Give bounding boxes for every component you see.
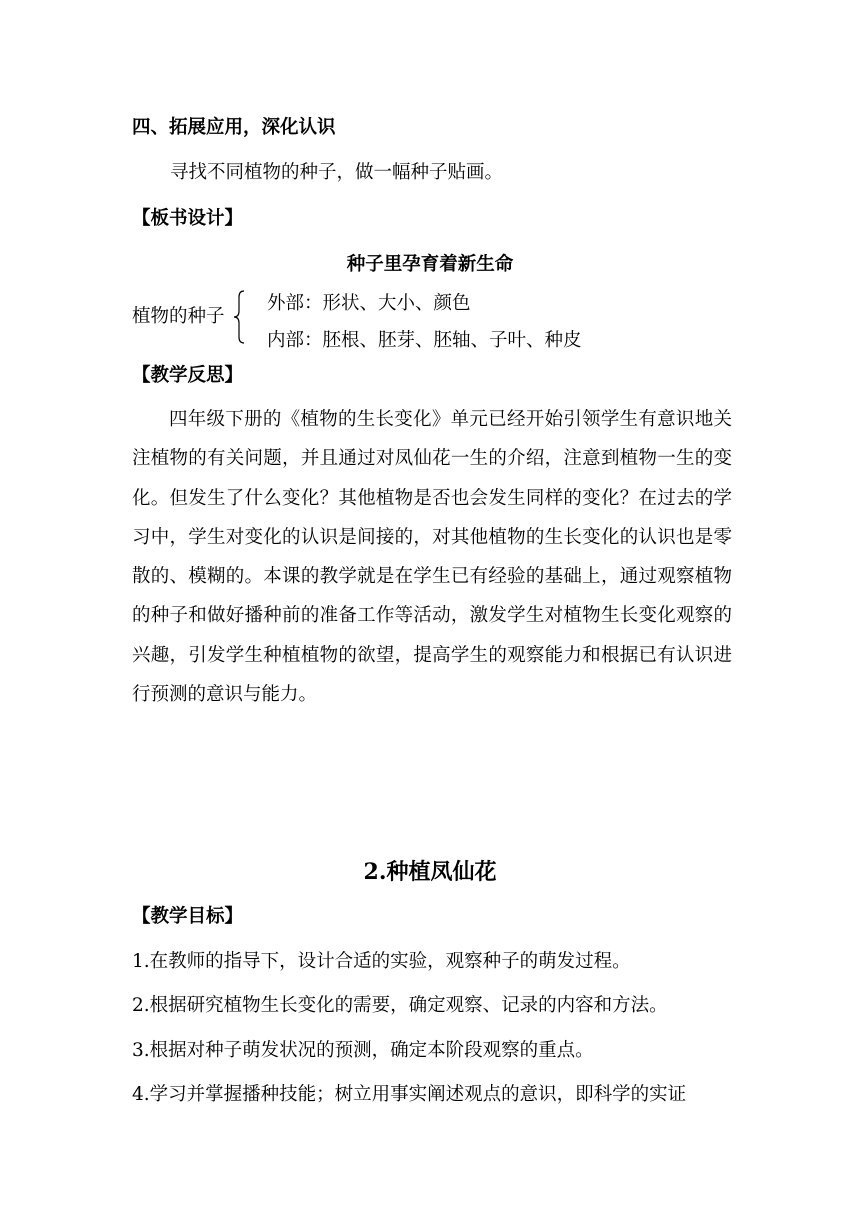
objective-item: 4.学习并掌握播种技能；树立用事实阐述观点的意识，即科学的实证: [132, 1084, 687, 1105]
objective-item: 2.根据研究植物生长变化的需要，确定观察、记录的内容和方法。: [132, 995, 668, 1016]
reflection-heading: 【教学反思】: [132, 365, 244, 386]
objective-item: 1.在教师的指导下，设计合适的实验，观察种子的萌发过程。: [132, 951, 631, 972]
objective-item: 3.根据对种子萌发状况的预测，确定本阶段观察的重点。: [132, 1040, 594, 1061]
board-branch-exterior: 外部：形状、大小、颜色: [267, 293, 471, 314]
curly-brace-icon: [232, 290, 246, 344]
board-branch-interior: 内部：胚根、胚芽、胚轴、子叶、种皮: [267, 330, 582, 351]
reflection-paragraph: 四年级下册的《植物的生长变化》单元已经开始引领学生有意识地关注植物的有关问题，并且通过对凤仙花一生的介绍，注意到植物一生的变化。但发生了什么变化？其他植物是否也会发生同样的变化？在过去的学习中，学生对变化的认识是间接的，对其他植物的生长变化的认识也是零散的、模糊的。本课的教学就是在学生已有经验的基础上，通过观察植物的种子和做好播种前的准备工作等活动，激发学生对植物生长变化观察的兴趣，引发学生种植植物的欲望，提高学生的观察能力和根据已有认识进行预测的意识与能力。: [132, 409, 732, 706]
lesson-title: 2.种植凤仙花: [363, 859, 497, 885]
objectives-heading: 【教学目标】: [132, 906, 244, 927]
board-design-title: 种子里孕育着新生命: [346, 254, 514, 275]
board-design-heading: 【板书设计】: [132, 208, 244, 229]
section-heading-extension: 四、拓展应用，深化认识: [132, 117, 336, 138]
board-root-label: 植物的种子: [132, 306, 225, 327]
extension-activity-text: 寻找不同植物的种子，做一幅种子贴画。: [170, 162, 504, 183]
